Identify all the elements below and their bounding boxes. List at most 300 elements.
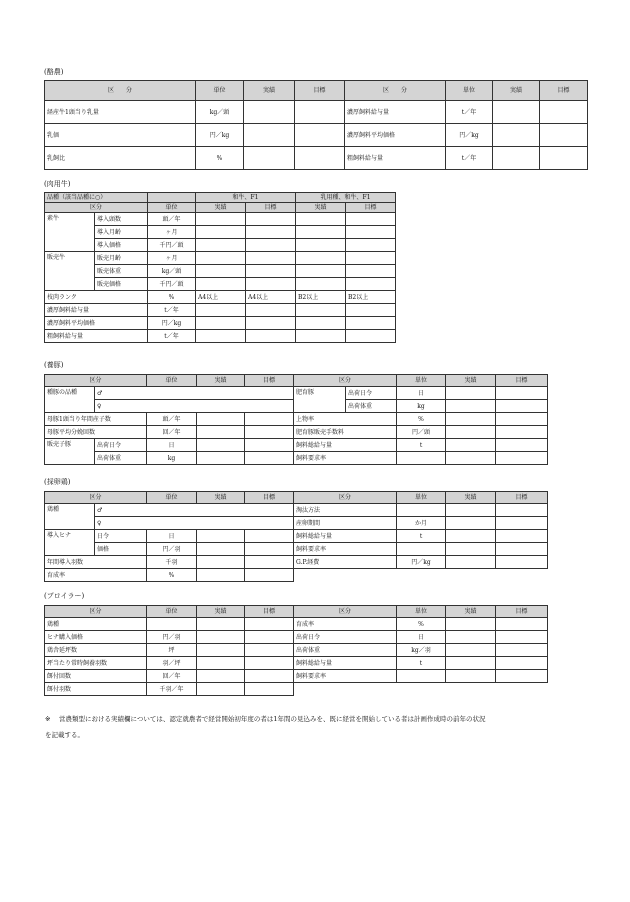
row-unit: % <box>397 618 446 631</box>
value-cell[interactable] <box>245 556 294 569</box>
header-kubun: 区分 <box>45 375 147 387</box>
table-row <box>45 413 548 426</box>
female-symbol: ♀ <box>95 517 147 530</box>
male-symbol: ♂ <box>95 504 147 517</box>
row-unit <box>397 452 446 465</box>
value-cell[interactable] <box>496 413 548 426</box>
target-cell[interactable] <box>295 101 345 124</box>
target-cell[interactable] <box>295 124 345 147</box>
value-cell[interactable] <box>197 683 245 696</box>
value-cell[interactable] <box>496 644 548 657</box>
row-unit: % <box>397 413 446 426</box>
row-label: 鶏舎延坪数 <box>45 644 147 657</box>
layer-table <box>44 491 548 582</box>
value-cell[interactable] <box>296 330 346 343</box>
table-row <box>45 239 396 252</box>
rank-value[interactable]: A4以上 <box>196 291 246 304</box>
value-cell[interactable] <box>446 530 496 543</box>
row-label: 飼料総給与量 <box>294 439 397 452</box>
header-actual: 実績 <box>244 81 295 101</box>
value-cell[interactable] <box>147 504 294 517</box>
group-label: 素牛 <box>45 213 95 252</box>
value-cell[interactable] <box>496 439 548 452</box>
value-cell[interactable] <box>196 252 246 265</box>
value-cell[interactable] <box>197 618 245 631</box>
row-unit: 円／kg <box>196 124 244 147</box>
value-cell[interactable] <box>245 670 294 683</box>
rank-value[interactable]: A4以上 <box>246 291 296 304</box>
header-kubun: 区分 <box>45 203 148 213</box>
empty-space <box>294 683 548 696</box>
row-label: 日令 <box>95 530 147 543</box>
value-cell[interactable] <box>496 631 548 644</box>
row-label: 育成率 <box>45 569 147 582</box>
row-unit: 円／羽 <box>147 631 197 644</box>
value-cell[interactable] <box>346 265 396 278</box>
value-cell[interactable] <box>446 426 496 439</box>
broiler-section-title: (ブロイラー) <box>44 592 85 600</box>
header-kubun: 区分 <box>45 492 147 504</box>
value-cell[interactable] <box>496 556 548 569</box>
row-unit: 日 <box>397 387 446 400</box>
table-row <box>45 124 588 147</box>
header-target: 目標 <box>496 492 548 504</box>
value-cell[interactable] <box>296 317 346 330</box>
breed-label: 品種（該当品種に○） <box>45 193 148 203</box>
row-unit: % <box>196 147 244 170</box>
value-cell[interactable] <box>245 530 294 543</box>
value-cell[interactable] <box>246 252 296 265</box>
row-unit: 回／年 <box>147 670 197 683</box>
header-target: 目標 <box>245 375 294 387</box>
row-label: 乳価 <box>45 124 196 147</box>
value-cell[interactable] <box>496 504 548 517</box>
table-row <box>45 278 396 291</box>
value-cell[interactable] <box>196 265 246 278</box>
row-label: 飼料総給与量 <box>294 530 397 543</box>
row-label: 飼料要求率 <box>294 452 397 465</box>
target-cell[interactable] <box>295 147 345 170</box>
value-cell[interactable] <box>346 304 396 317</box>
group-label: 肥育豚 <box>294 387 346 413</box>
table-row <box>45 213 396 226</box>
value-cell[interactable] <box>246 317 296 330</box>
value-cell[interactable] <box>296 304 346 317</box>
table-row <box>45 543 548 556</box>
table-row <box>45 317 396 330</box>
value-cell[interactable] <box>246 278 296 291</box>
header-target: 目標 <box>245 492 294 504</box>
header-unit: 単位 <box>147 492 197 504</box>
value-cell[interactable] <box>245 439 294 452</box>
row-unit: か月 <box>397 517 446 530</box>
row-unit: kg／羽 <box>397 644 446 657</box>
value-cell[interactable] <box>245 657 294 670</box>
row-unit: kg／頭 <box>196 101 244 124</box>
value-cell[interactable] <box>496 517 548 530</box>
footnote <box>45 711 605 743</box>
group-label: 販売子豚 <box>45 439 95 465</box>
value-cell[interactable] <box>246 226 296 239</box>
row-label: 餌付羽数 <box>45 683 147 696</box>
header-target: 目標 <box>295 81 345 101</box>
value-cell[interactable] <box>446 439 496 452</box>
target-cell[interactable] <box>540 147 588 170</box>
actual-cell[interactable] <box>493 101 540 124</box>
row-label: 導入価格 <box>95 239 148 252</box>
value-cell[interactable] <box>296 239 346 252</box>
row-label: 濃厚飼料給与量 <box>345 101 446 124</box>
value-cell[interactable] <box>496 426 548 439</box>
value-cell[interactable] <box>296 278 346 291</box>
row-unit: 円／羽 <box>147 543 197 556</box>
header-kubun: 区分 <box>45 606 147 618</box>
table-row <box>45 683 548 696</box>
value-cell[interactable] <box>446 387 496 400</box>
value-cell[interactable] <box>296 265 346 278</box>
row-unit: 日 <box>147 530 197 543</box>
broiler-table <box>44 605 548 696</box>
header-unit: 単位 <box>446 81 493 101</box>
value-cell[interactable] <box>245 569 294 582</box>
row-unit: ヶ月 <box>148 226 196 239</box>
value-cell[interactable] <box>196 317 246 330</box>
table-row <box>45 304 396 317</box>
row-label: 母豚1頭当り年間産子数 <box>45 413 147 426</box>
value-cell[interactable] <box>446 670 496 683</box>
row-unit: 千円／頭 <box>148 239 196 252</box>
row-unit: 頭／年 <box>148 213 196 226</box>
row-unit <box>397 504 446 517</box>
table-row <box>45 452 548 465</box>
row-unit: 頭／年 <box>147 413 197 426</box>
row-unit: kg <box>147 452 197 465</box>
value-cell[interactable] <box>346 317 396 330</box>
value-cell[interactable] <box>246 239 296 252</box>
row-label: 価格 <box>95 543 147 556</box>
value-cell[interactable] <box>245 683 294 696</box>
table-row <box>45 439 548 452</box>
value-cell[interactable] <box>245 618 294 631</box>
header-kubun: 区 分 <box>345 81 446 101</box>
value-cell[interactable] <box>496 543 548 556</box>
value-cell[interactable] <box>446 517 496 530</box>
dairy-section-title: (酪農) <box>44 68 64 76</box>
table-row <box>45 517 548 530</box>
value-cell[interactable] <box>196 239 246 252</box>
header-unit: 単位 <box>397 606 446 618</box>
value-cell[interactable] <box>196 213 246 226</box>
row-label: 産卵期間 <box>294 517 397 530</box>
header-target: 目標 <box>245 606 294 618</box>
value-cell[interactable] <box>197 657 245 670</box>
value-cell[interactable] <box>346 213 396 226</box>
row-label: 乳飼比 <box>45 147 196 170</box>
actual-cell[interactable] <box>244 124 295 147</box>
row-label: 淘汰方法 <box>294 504 397 517</box>
row-unit <box>147 618 197 631</box>
table-row <box>45 657 548 670</box>
value-cell[interactable] <box>245 413 294 426</box>
value-cell[interactable] <box>346 239 396 252</box>
row-label: 経産牛1頭当り乳量 <box>45 101 196 124</box>
value-cell[interactable] <box>246 265 296 278</box>
table-row <box>45 291 396 304</box>
row-label: 出荷体重 <box>294 644 397 657</box>
header-unit: 単位 <box>148 203 196 213</box>
table-row <box>45 670 548 683</box>
header-unit: 単位 <box>397 375 446 387</box>
dairy-table <box>44 80 588 170</box>
row-label: 上物率 <box>294 413 397 426</box>
group-label: 販売牛 <box>45 252 95 291</box>
table-row <box>45 569 548 582</box>
value-cell[interactable] <box>197 413 245 426</box>
value-cell[interactable] <box>197 670 245 683</box>
pig-section-title: (養豚) <box>44 361 64 369</box>
table-row <box>45 644 548 657</box>
value-cell[interactable] <box>496 400 548 413</box>
header-unit: 単位 <box>196 81 244 101</box>
breed-option-wagyu[interactable]: 和牛、F1 <box>196 193 296 203</box>
header-unit: 単位 <box>397 492 446 504</box>
value-cell[interactable] <box>296 213 346 226</box>
row-label: 出荷日令 <box>95 439 147 452</box>
value-cell[interactable] <box>197 556 245 569</box>
actual-cell[interactable] <box>244 147 295 170</box>
value-cell[interactable] <box>446 543 496 556</box>
header-kubun: 区分 <box>294 492 397 504</box>
value-cell[interactable] <box>245 543 294 556</box>
header-kubun: 区分 <box>294 606 397 618</box>
table-row <box>45 330 396 343</box>
value-cell[interactable] <box>197 543 245 556</box>
rank-value[interactable]: B2以上 <box>296 291 346 304</box>
beef-table <box>44 192 396 343</box>
value-cell[interactable] <box>496 452 548 465</box>
pig-table <box>44 374 548 465</box>
row-label: 粗飼料給与量 <box>345 147 446 170</box>
row-unit: t <box>397 439 446 452</box>
header-actual: 実績 <box>197 375 245 387</box>
row-unit: 千羽 <box>147 556 197 569</box>
row-unit: kg <box>397 400 446 413</box>
row-label: 濃厚飼料平均価格 <box>345 124 446 147</box>
row-unit: t／年 <box>446 147 493 170</box>
value-cell[interactable] <box>296 226 346 239</box>
value-cell[interactable] <box>147 400 294 413</box>
value-cell[interactable] <box>346 330 396 343</box>
header-kubun: 区分 <box>294 375 397 387</box>
row-label: G.P.経費 <box>294 556 397 569</box>
row-label: 母豚平均分娩回数 <box>45 426 147 439</box>
note-line-2: を記載する。 <box>45 731 84 739</box>
header-actual: 実績 <box>197 492 245 504</box>
header-actual: 実績 <box>296 203 346 213</box>
blank-header <box>148 193 196 203</box>
actual-cell[interactable] <box>493 147 540 170</box>
row-unit: % <box>148 291 196 304</box>
value-cell[interactable] <box>246 213 296 226</box>
row-label: 飼料要求率 <box>294 543 397 556</box>
header-actual: 実績 <box>446 492 496 504</box>
row-label: 枝肉ランク <box>45 291 148 304</box>
row-label: 坪当たり常時飼養羽数 <box>45 657 147 670</box>
row-unit: 千羽／年 <box>147 683 197 696</box>
row-label: 育成率 <box>294 618 397 631</box>
row-unit: 羽／坪 <box>147 657 197 670</box>
table-row <box>45 530 548 543</box>
row-label: 年間導入羽数 <box>45 556 147 569</box>
table-row <box>45 252 396 265</box>
value-cell[interactable] <box>296 252 346 265</box>
header-actual: 実績 <box>446 375 496 387</box>
row-label: 出荷日令 <box>294 631 397 644</box>
table-row <box>45 618 548 631</box>
table-row <box>45 631 548 644</box>
value-cell[interactable] <box>196 330 246 343</box>
row-label: 出荷体重 <box>346 400 397 413</box>
row-unit: ヶ月 <box>148 252 196 265</box>
row-unit: t <box>397 657 446 670</box>
value-cell[interactable] <box>197 439 245 452</box>
header-target: 目標 <box>496 606 548 618</box>
value-cell[interactable] <box>446 452 496 465</box>
empty-space <box>294 569 548 582</box>
row-label: 粗飼料給与量 <box>45 330 148 343</box>
row-unit: 回／年 <box>147 426 197 439</box>
row-label: 導入月齢 <box>95 226 148 239</box>
row-unit <box>397 670 446 683</box>
value-cell[interactable] <box>496 387 548 400</box>
value-cell[interactable] <box>197 530 245 543</box>
header-actual: 実績 <box>446 606 496 618</box>
rank-value[interactable]: B2以上 <box>346 291 396 304</box>
layer-section-title: (採卵鶏) <box>44 478 71 486</box>
value-cell[interactable] <box>197 631 245 644</box>
row-label: 鶏種 <box>45 618 147 631</box>
table-row <box>45 426 548 439</box>
table-row <box>45 556 548 569</box>
breed-option-dairy[interactable]: 乳用種、和牛、F1 <box>296 193 396 203</box>
row-label: 餌付回数 <box>45 670 147 683</box>
value-cell[interactable] <box>246 304 296 317</box>
row-unit: 日 <box>147 439 197 452</box>
row-label: 濃厚飼料平均価格 <box>45 317 148 330</box>
header-target: 目標 <box>540 81 588 101</box>
row-unit: 円／kg <box>446 124 493 147</box>
group-label: 導入ヒナ <box>45 530 95 556</box>
row-unit: % <box>147 569 197 582</box>
value-cell[interactable] <box>446 556 496 569</box>
value-cell[interactable] <box>245 426 294 439</box>
row-label: 出荷体重 <box>95 452 147 465</box>
row-label: 導入頭数 <box>95 213 148 226</box>
actual-cell[interactable] <box>493 124 540 147</box>
header-actual: 実績 <box>196 203 246 213</box>
value-cell[interactable] <box>446 413 496 426</box>
row-unit: t／年 <box>446 101 493 124</box>
value-cell[interactable] <box>446 504 496 517</box>
value-cell[interactable] <box>197 569 245 582</box>
actual-cell[interactable] <box>244 101 295 124</box>
value-cell[interactable] <box>346 252 396 265</box>
row-label: 飼料要求率 <box>294 670 397 683</box>
row-label: 飼料総給与量 <box>294 657 397 670</box>
value-cell[interactable] <box>446 657 496 670</box>
value-cell[interactable] <box>147 517 294 530</box>
value-cell[interactable] <box>446 618 496 631</box>
row-label: 販売体重 <box>95 265 148 278</box>
note-mark: ※ <box>45 715 51 723</box>
value-cell[interactable] <box>496 618 548 631</box>
value-cell[interactable] <box>496 657 548 670</box>
target-cell[interactable] <box>540 101 588 124</box>
header-target: 目標 <box>496 375 548 387</box>
value-cell[interactable] <box>346 278 396 291</box>
value-cell[interactable] <box>496 670 548 683</box>
value-cell[interactable] <box>246 330 296 343</box>
value-cell[interactable] <box>446 400 496 413</box>
row-unit: 日 <box>397 631 446 644</box>
group-label: 鶏種 <box>45 504 95 530</box>
row-unit: 円／kg <box>397 556 446 569</box>
header-actual: 実績 <box>493 81 540 101</box>
value-cell[interactable] <box>147 387 294 400</box>
row-label: ヒナ購入価格 <box>45 631 147 644</box>
value-cell[interactable] <box>197 644 245 657</box>
header-actual: 実績 <box>197 606 245 618</box>
row-label: 濃厚飼料給与量 <box>45 304 148 317</box>
male-symbol: ♂ <box>95 387 147 400</box>
row-unit: t／年 <box>148 330 196 343</box>
header-target: 目標 <box>246 203 296 213</box>
row-unit: 円／頭 <box>397 426 446 439</box>
header-kubun: 区 分 <box>45 81 196 101</box>
header-target: 目標 <box>346 203 396 213</box>
target-cell[interactable] <box>540 124 588 147</box>
row-label: 販売価格 <box>95 278 148 291</box>
value-cell[interactable] <box>197 452 245 465</box>
row-unit: 円／kg <box>148 317 196 330</box>
female-symbol: ♀ <box>95 400 147 413</box>
row-unit: t／年 <box>148 304 196 317</box>
value-cell[interactable] <box>446 644 496 657</box>
value-cell[interactable] <box>496 530 548 543</box>
value-cell[interactable] <box>196 226 246 239</box>
group-label: 種豚の品種 <box>45 387 95 413</box>
row-label: 肥育豚販売手数料 <box>294 426 397 439</box>
row-unit: 坪 <box>147 644 197 657</box>
value-cell[interactable] <box>446 631 496 644</box>
table-row <box>45 226 396 239</box>
table-row <box>45 101 588 124</box>
value-cell[interactable] <box>196 278 246 291</box>
value-cell[interactable] <box>197 426 245 439</box>
table-row <box>45 387 548 400</box>
value-cell[interactable] <box>245 631 294 644</box>
beef-section-title: (肉用牛) <box>44 180 71 188</box>
value-cell[interactable] <box>245 452 294 465</box>
table-row <box>45 147 588 170</box>
value-cell[interactable] <box>346 226 396 239</box>
value-cell[interactable] <box>245 644 294 657</box>
row-unit <box>397 543 446 556</box>
value-cell[interactable] <box>196 304 246 317</box>
row-unit: 千円／頭 <box>148 278 196 291</box>
header-unit: 単位 <box>147 606 197 618</box>
header-unit: 単位 <box>147 375 197 387</box>
